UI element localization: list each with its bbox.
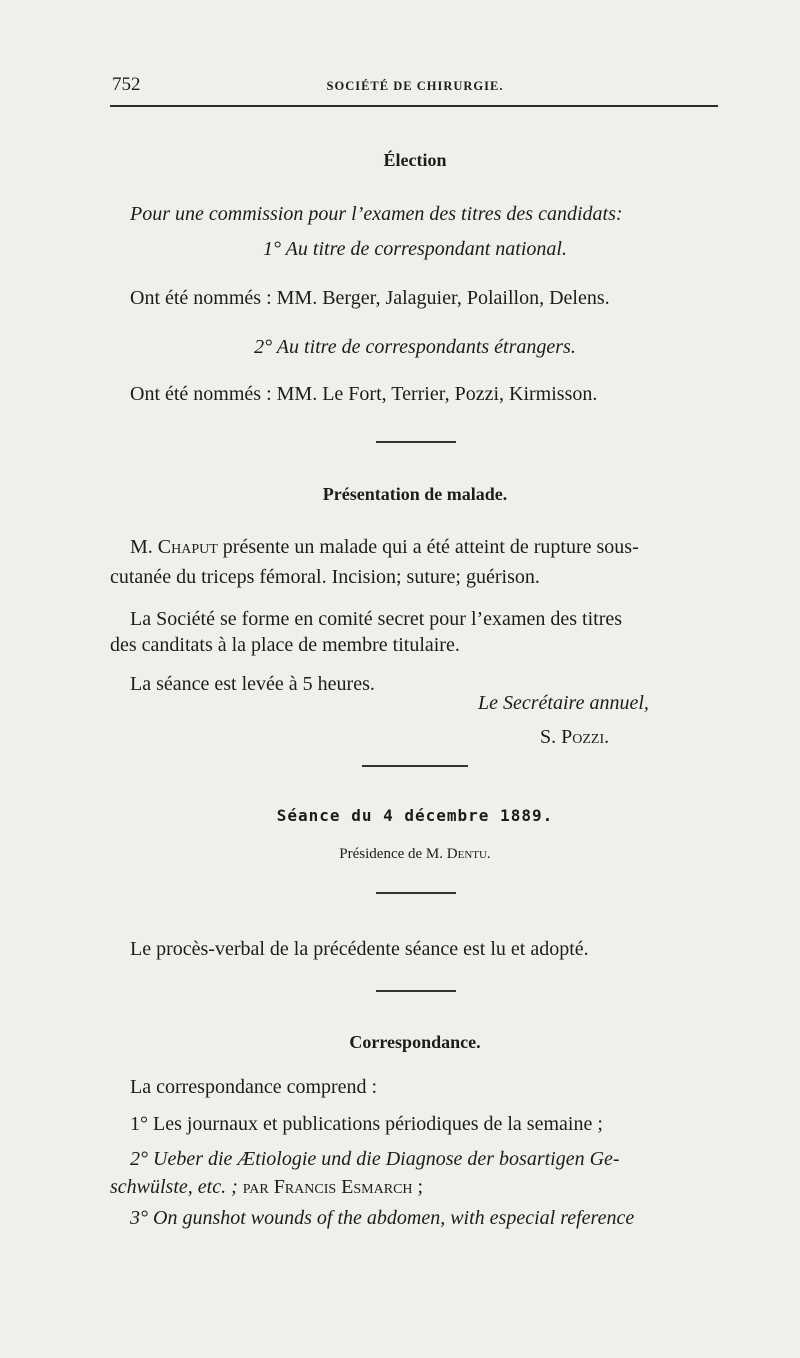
signature-name: S. Pozzi. bbox=[540, 726, 610, 748]
signature-title: Le Secrétaire annuel, bbox=[478, 692, 649, 714]
election-intro: Pour une commission pour l’examen des titres des candidats: bbox=[130, 203, 623, 225]
correspondance-item1: 1° Les journaux et publications périodiques de la semaine ; bbox=[130, 1113, 603, 1135]
correspondance-item3: 3° On gunshot wounds of the abdomen, with especial reference bbox=[130, 1207, 635, 1229]
correspondance-item2-line2: schwülste, etc. ; par Francis Esmarch ; bbox=[110, 1176, 424, 1198]
section-rule bbox=[376, 441, 456, 443]
election-heading: Élection bbox=[383, 150, 447, 170]
correspondance-intro: La correspondance comprend : bbox=[130, 1076, 378, 1098]
presidence-line: Présidence de M. Dentu. bbox=[339, 846, 491, 862]
secret-line1: La Société se forme en comité secret pour l’examen des titres bbox=[130, 608, 623, 630]
section-rule bbox=[376, 892, 456, 894]
presentation-line2: cutanée du triceps fémoral. Incision; suture; guérison. bbox=[110, 566, 540, 588]
author-name: M. Chaput bbox=[130, 536, 218, 558]
author-esmarch: par Francis Esmarch ; bbox=[237, 1176, 424, 1198]
running-title: SOCIÉTÉ DE CHIRURGIE. bbox=[326, 79, 504, 93]
election-item1-title: 1° Au titre de correspondant national. bbox=[263, 238, 567, 260]
election-item2-text: Ont été nommés : MM. Le Fort, Terrier, Pozzi, Kirmisson. bbox=[130, 383, 598, 405]
presentation-line1: M. Chaput présente un malade qui a été atteint de rupture sous- bbox=[130, 536, 639, 558]
page-number: 752 bbox=[112, 74, 141, 95]
seance-title: Séance du 4 décembre 1889. bbox=[276, 806, 554, 825]
election-item1-text: Ont été nommés : MM. Berger, Jalaguier, Polaillon, Delens. bbox=[130, 287, 610, 309]
secret-line2: des canditats à la place de membre titulaire. bbox=[110, 634, 460, 656]
election-item2-title: 2° Au titre de correspondants étrangers. bbox=[254, 336, 576, 358]
closing-text: La séance est levée à 5 heures. bbox=[130, 673, 375, 695]
section-rule bbox=[362, 765, 468, 767]
section-rule bbox=[376, 990, 456, 992]
presentation-heading: Présentation de malade. bbox=[322, 484, 508, 504]
correspondance-item2-line1: 2° Ueber die Ætiologie und die Diagnose der bosartigen Ge- bbox=[130, 1148, 620, 1170]
president-name: Dentu. bbox=[446, 846, 491, 862]
header-rule bbox=[110, 105, 718, 107]
proces-verbal: Le procès-verbal de la précédente séance est lu et adopté. bbox=[130, 938, 589, 960]
correspondance-heading: Correspondance. bbox=[349, 1032, 481, 1052]
